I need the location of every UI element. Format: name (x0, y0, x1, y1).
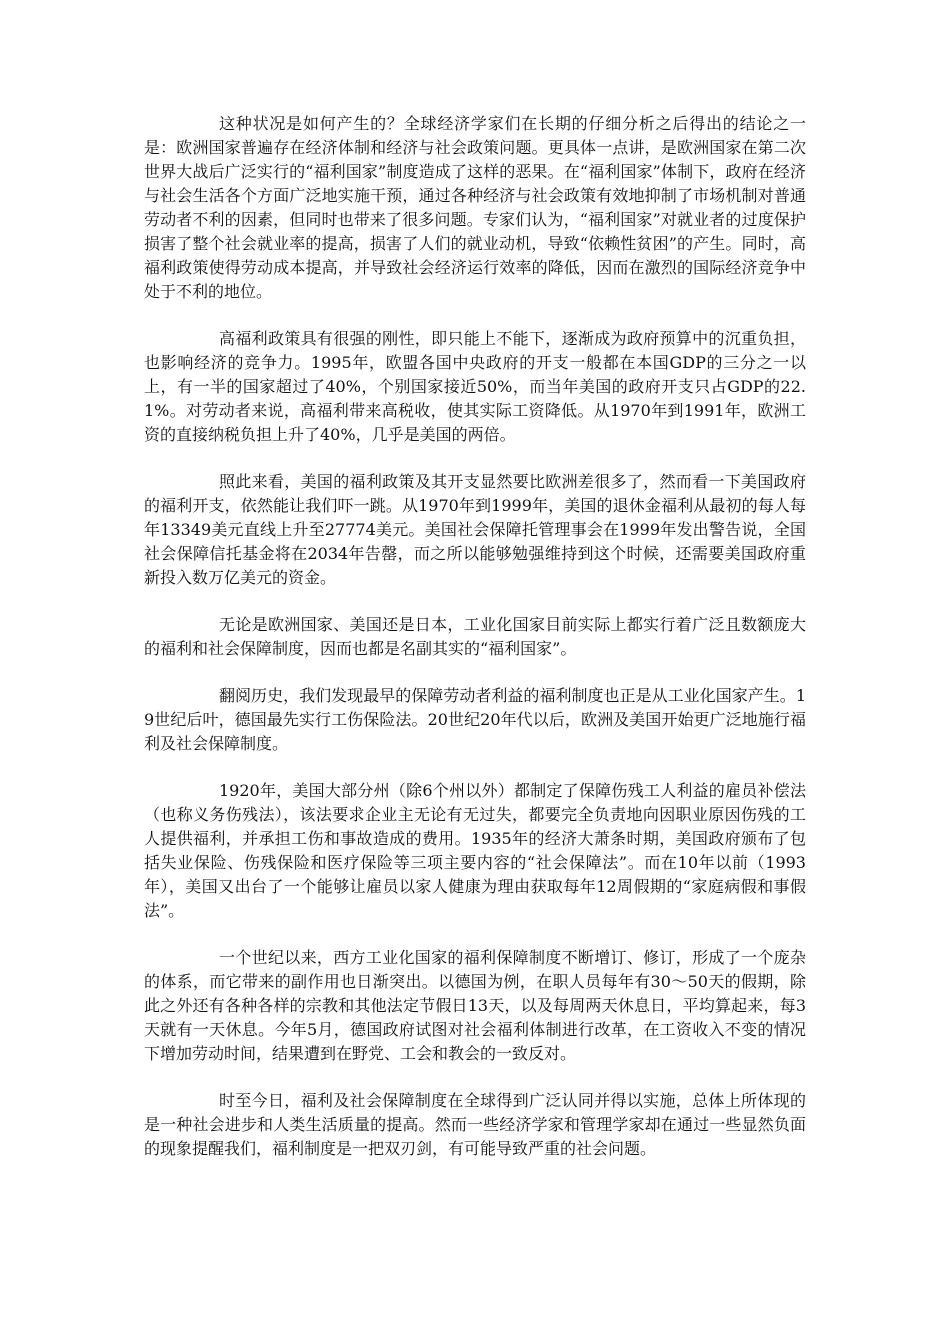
document-page (144, 112, 806, 1184)
paragraph-4: 无论是欧洲国家、美国还是日本，工业化国家目前实际上都实行着广泛且数额庞大的福利和社会保障制度，因而也都是名副其实的“福利国家”。 (144, 615, 806, 658)
paragraph-7: 一个世纪以来，西方工业化国家的福利保障制度不断增订、修订，形成了一个庞杂的体系，而它带来的副作用也日渐突出。以德国为例，在职人员每年有30～50天的假期，除此之外还有各种各样的宗教和其他法定节假日13天，以及每周两天休息日，平均算起来，每3天就有一天休息。今年5月，德国政府试图对社会福利体制进行改革，在工资收入不变的情况下增加劳动时间，结果遭到在野党、工会和教会的一致反对。 (144, 948, 806, 1063)
paragraph-8: 时至今日，福利及社会保障制度在全球得到广泛认同并得以实施，总体上所体现的是一种社会进步和人类生活质量的提高。然而一些经济学家和管理学家却在通过一些显然负面的现象提醒我们，福利制度是一把双刃剑，有可能导致严重的社会问题。 (144, 1091, 806, 1158)
paragraph-2: 高福利政策具有很强的刚性，即只能上不能下，逐渐成为政府预算中的沉重负担，也影响经济的竞争力。1995年，欧盟各国中央政府的开支一般都在本国GDP的三分之一以上，有一半的国家超过了40%，个别国家接近50%，而当年美国的政府开支只占GDP的22.1%。对劳动者来说，高福利带来高税收，使其实际工资降低。从1970年到1991年，欧洲工资的直接纳税负担上升了40%，几乎是美国的两倍。 (144, 329, 806, 444)
paragraph-3: 照此来看，美国的福利政策及其开支显然要比欧洲差很多了，然而看一下美国政府的福利开支，依然能让我们吓一跳。从1970年到1999年，美国的退休金福利从最初的每人每年13349美元直线上升至27774美元。美国社会保障托管理事会在1999年发出警告说，全国社会保障信托基金将在2034年告罄，而之所以能够勉强维持到这个时候，还需要美国政府重新投入数万亿美元的资金。 (144, 472, 806, 587)
paragraph-5: 翻阅历史，我们发现最早的保障劳动者利益的福利制度也正是从工业化国家产生。19世纪后叶，德国最先实行工伤保险法。20世纪20年代以后，欧洲及美国开始更广泛地施行福利及社会保障制度。 (144, 686, 806, 753)
paragraph-6: 1920年，美国大部分州（除6个州以外）都制定了保障伤残工人利益的雇员补偿法（也称义务伤残法），该法要求企业主无论有无过失，都要完全负责地向因职业原因伤残的工人提供福利，并承担工伤和事故造成的费用。1935年的经济大萧条时期，美国政府颁布了包括失业保险、伤残保险和医疗保险等三项主要内容的“社会保障法”。而在10年以前（1993年），美国又出台了一个能够让雇员以家人健康为理由获取每年12周假期的“家庭病假和事假法”。 (144, 781, 806, 920)
paragraph-1: 这种状况是如何产生的？全球经济学家们在长期的仔细分析之后得出的结论之一是：欧洲国家普遍存在经济体制和经济与社会政策问题。更具体一点讲，是欧洲国家在第二次世界大战后广泛实行的“福利国家”制度造成了这样的恶果。在“福利国家”体制下，政府在经济与社会生活各个方面广泛地实施干预，通过各种经济与社会政策有效地抑制了市场机制对普通劳动者不利的因素，但同时也带来了很多问题。专家们认为，“福利国家”对就业者的过度保护损害了整个社会就业率的提高，损害了人们的就业动机，导致“依赖性贫困”的产生。同时，高福利政策使得劳动成本提高，并导致社会经济运行效率的降低，因而在激烈的国际经济竞争中处于不利的地位。 (144, 114, 806, 301)
